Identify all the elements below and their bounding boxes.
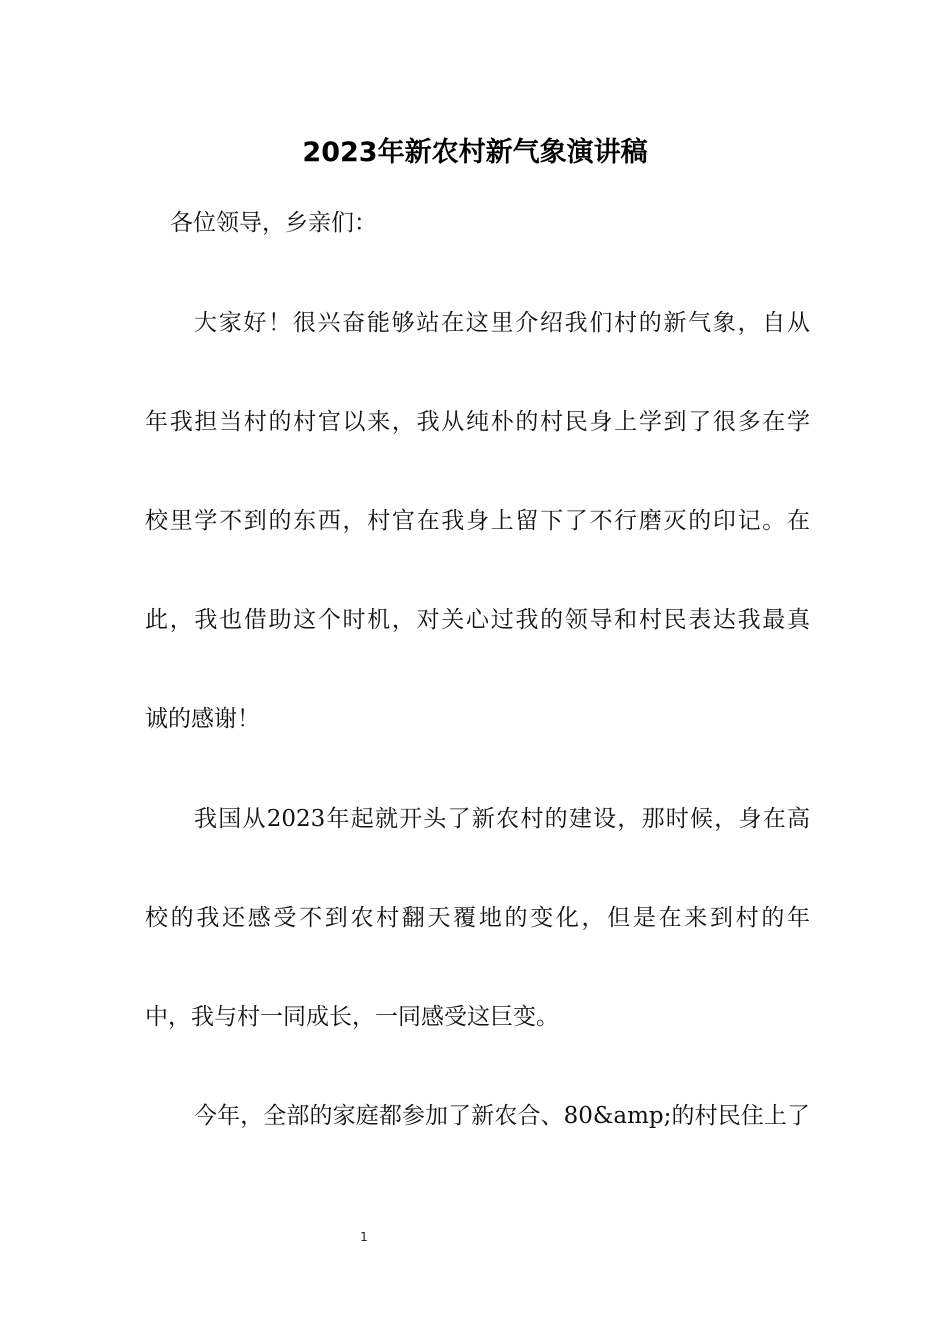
- page-number: 1: [360, 1230, 368, 1244]
- paragraph-2-line-3: 中，我与村一同成长，一同感受这巨变。: [145, 1004, 559, 1030]
- salutation: 各位领导，乡亲们：: [170, 210, 377, 236]
- document-title: 2023年新农村新气象演讲稿: [302, 137, 648, 168]
- paragraph-1-line-1: 大家好！很兴奋能够站在这里介绍我们村的新气象，自从: [194, 310, 810, 336]
- paragraph-2-line-2: 校的我还感受不到农村翻天覆地的变化，但是在来到村的年: [145, 905, 810, 931]
- paragraph-1-line-4: 此，我也借助这个时机，对关心过我的领导和村民表达我最真: [145, 607, 810, 633]
- paragraph-1-line-5: 诚的感谢！: [145, 706, 260, 732]
- paragraph-3-line-1: 今年，全部的家庭都参加了新农合、80&amp;的村民住上了: [194, 1103, 810, 1129]
- paragraph-1-line-2: 年我担当村的村官以来，我从纯朴的村民身上学到了很多在学: [145, 409, 810, 435]
- paragraph-1-line-3: 校里学不到的东西，村官在我身上留下了不行磨灭的印记。在: [145, 508, 810, 534]
- paragraph-2-line-1: 我国从2023年起就开头了新农村的建设，那时候，身在高: [194, 806, 810, 832]
